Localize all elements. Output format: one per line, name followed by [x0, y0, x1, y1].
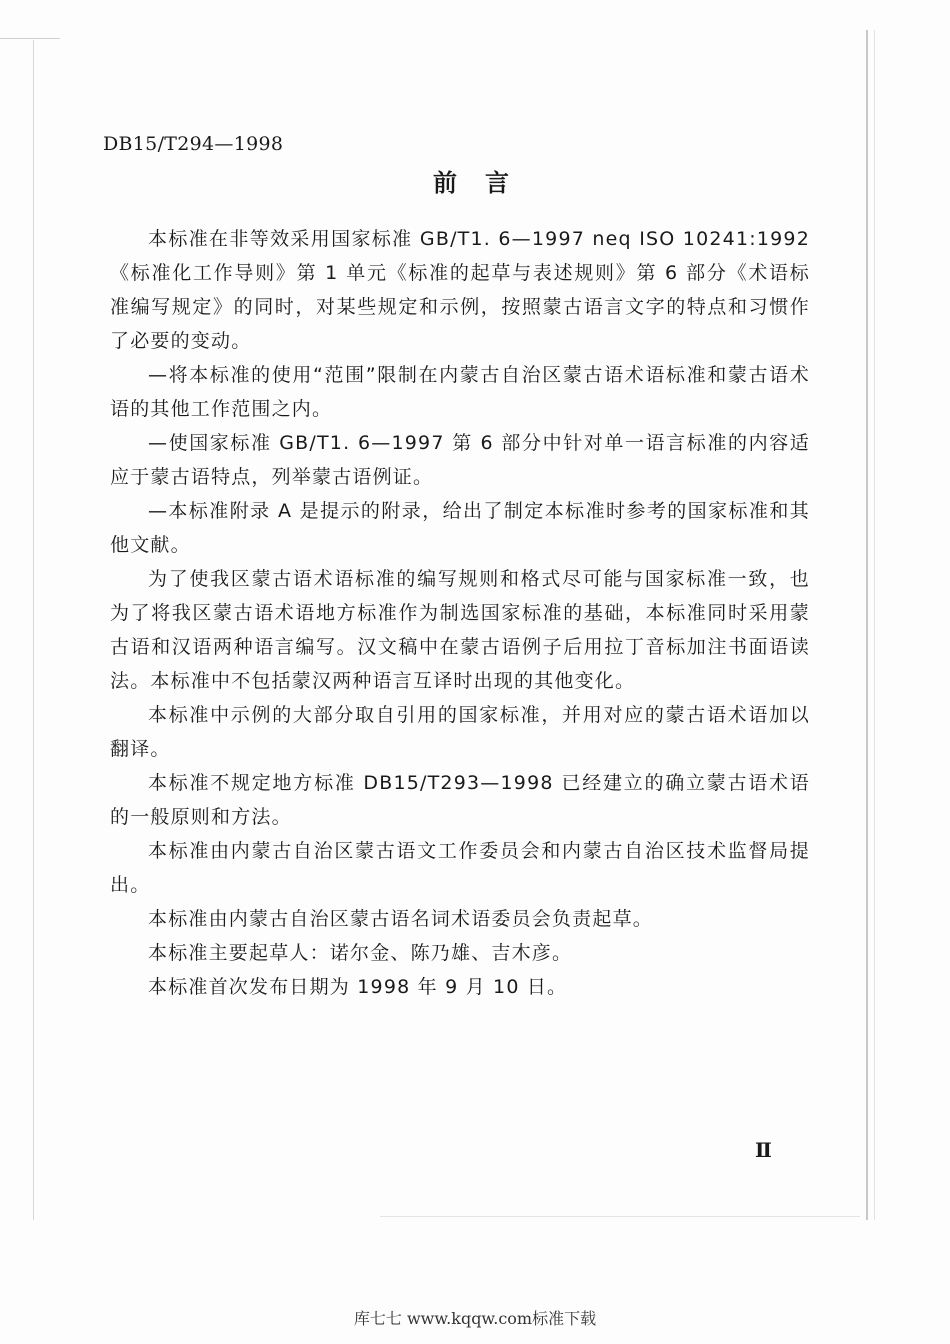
page-title: 前言 — [433, 169, 537, 197]
paragraph-5: 为了使我区蒙古语术语标准的编写规则和格式尽可能与国家标准一致，也为了将我区蒙古语术语地方标准作为制选国家标准的基础，本标准同时采用蒙古语和汉语两种语言编写。汉文稿中在蒙古语例子后用拉丁音标加注书面语读法。本标准中不包括蒙汉两种语言互译时出现的其他变化。 — [110, 568, 810, 692]
scan-edge-bottom — [380, 1216, 860, 1217]
document-code: DB15/T294—1998 — [103, 133, 284, 155]
paragraph-4: —本标准附录 A 是提示的附录，给出了制定本标准时参考的国家标准和其他文献。 — [110, 500, 810, 556]
paragraph-11: 本标准首次发布日期为 1998 年 9 月 10 日。 — [148, 976, 568, 998]
paragraph-9: 本标准由内蒙古自治区蒙古语名词术语委员会负责起草。 — [148, 908, 654, 930]
paragraph-10: 本标准主要起草人：诺尔金、陈乃雄、吉木彦。 — [148, 942, 573, 964]
page-number: Ⅱ — [755, 1138, 772, 1162]
paragraph-2: —将本标准的使用“范围”限制在内蒙古自治区蒙古语术语标准和蒙古语术语的其他工作范围之内。 — [110, 364, 810, 420]
footer-watermark: 库七七 www.kqqw.com标准下载 — [353, 1309, 597, 1328]
scan-edge-right-inner — [874, 30, 875, 1220]
scan-edge-right — [866, 30, 868, 1220]
scan-edge-top — [0, 38, 60, 39]
paragraph-8: 本标准由内蒙古自治区蒙古语文工作委员会和内蒙古自治区技术监督局提出。 — [110, 840, 810, 896]
paragraph-3: —使国家标准 GB/T1. 6—1997 第 6 部分中针对单一语言标准的内容适应于蒙古语特点，列举蒙古语例证。 — [110, 432, 810, 488]
paragraph-1: 本标准在非等效采用国家标准 GB/T1. 6—1997 neq ISO 10241:1992《标准化工作导则》第 1 单元《标准的起草与表述规则》第 6 部分《术语标准编写规定》的同时，对某些规定和示例，按照蒙古语言文字的特点和习惯作了必要的变动。 — [110, 228, 810, 352]
foreword-body — [110, 222, 810, 1004]
paragraph-6: 本标准中示例的大部分取自引用的国家标准，并用对应的蒙古语术语加以翻译。 — [110, 704, 810, 760]
scan-edge-left — [33, 40, 34, 1220]
paragraph-7: 本标准不规定地方标准 DB15/T293—1998 已经建立的确立蒙古语术语的一般原则和方法。 — [110, 772, 810, 828]
